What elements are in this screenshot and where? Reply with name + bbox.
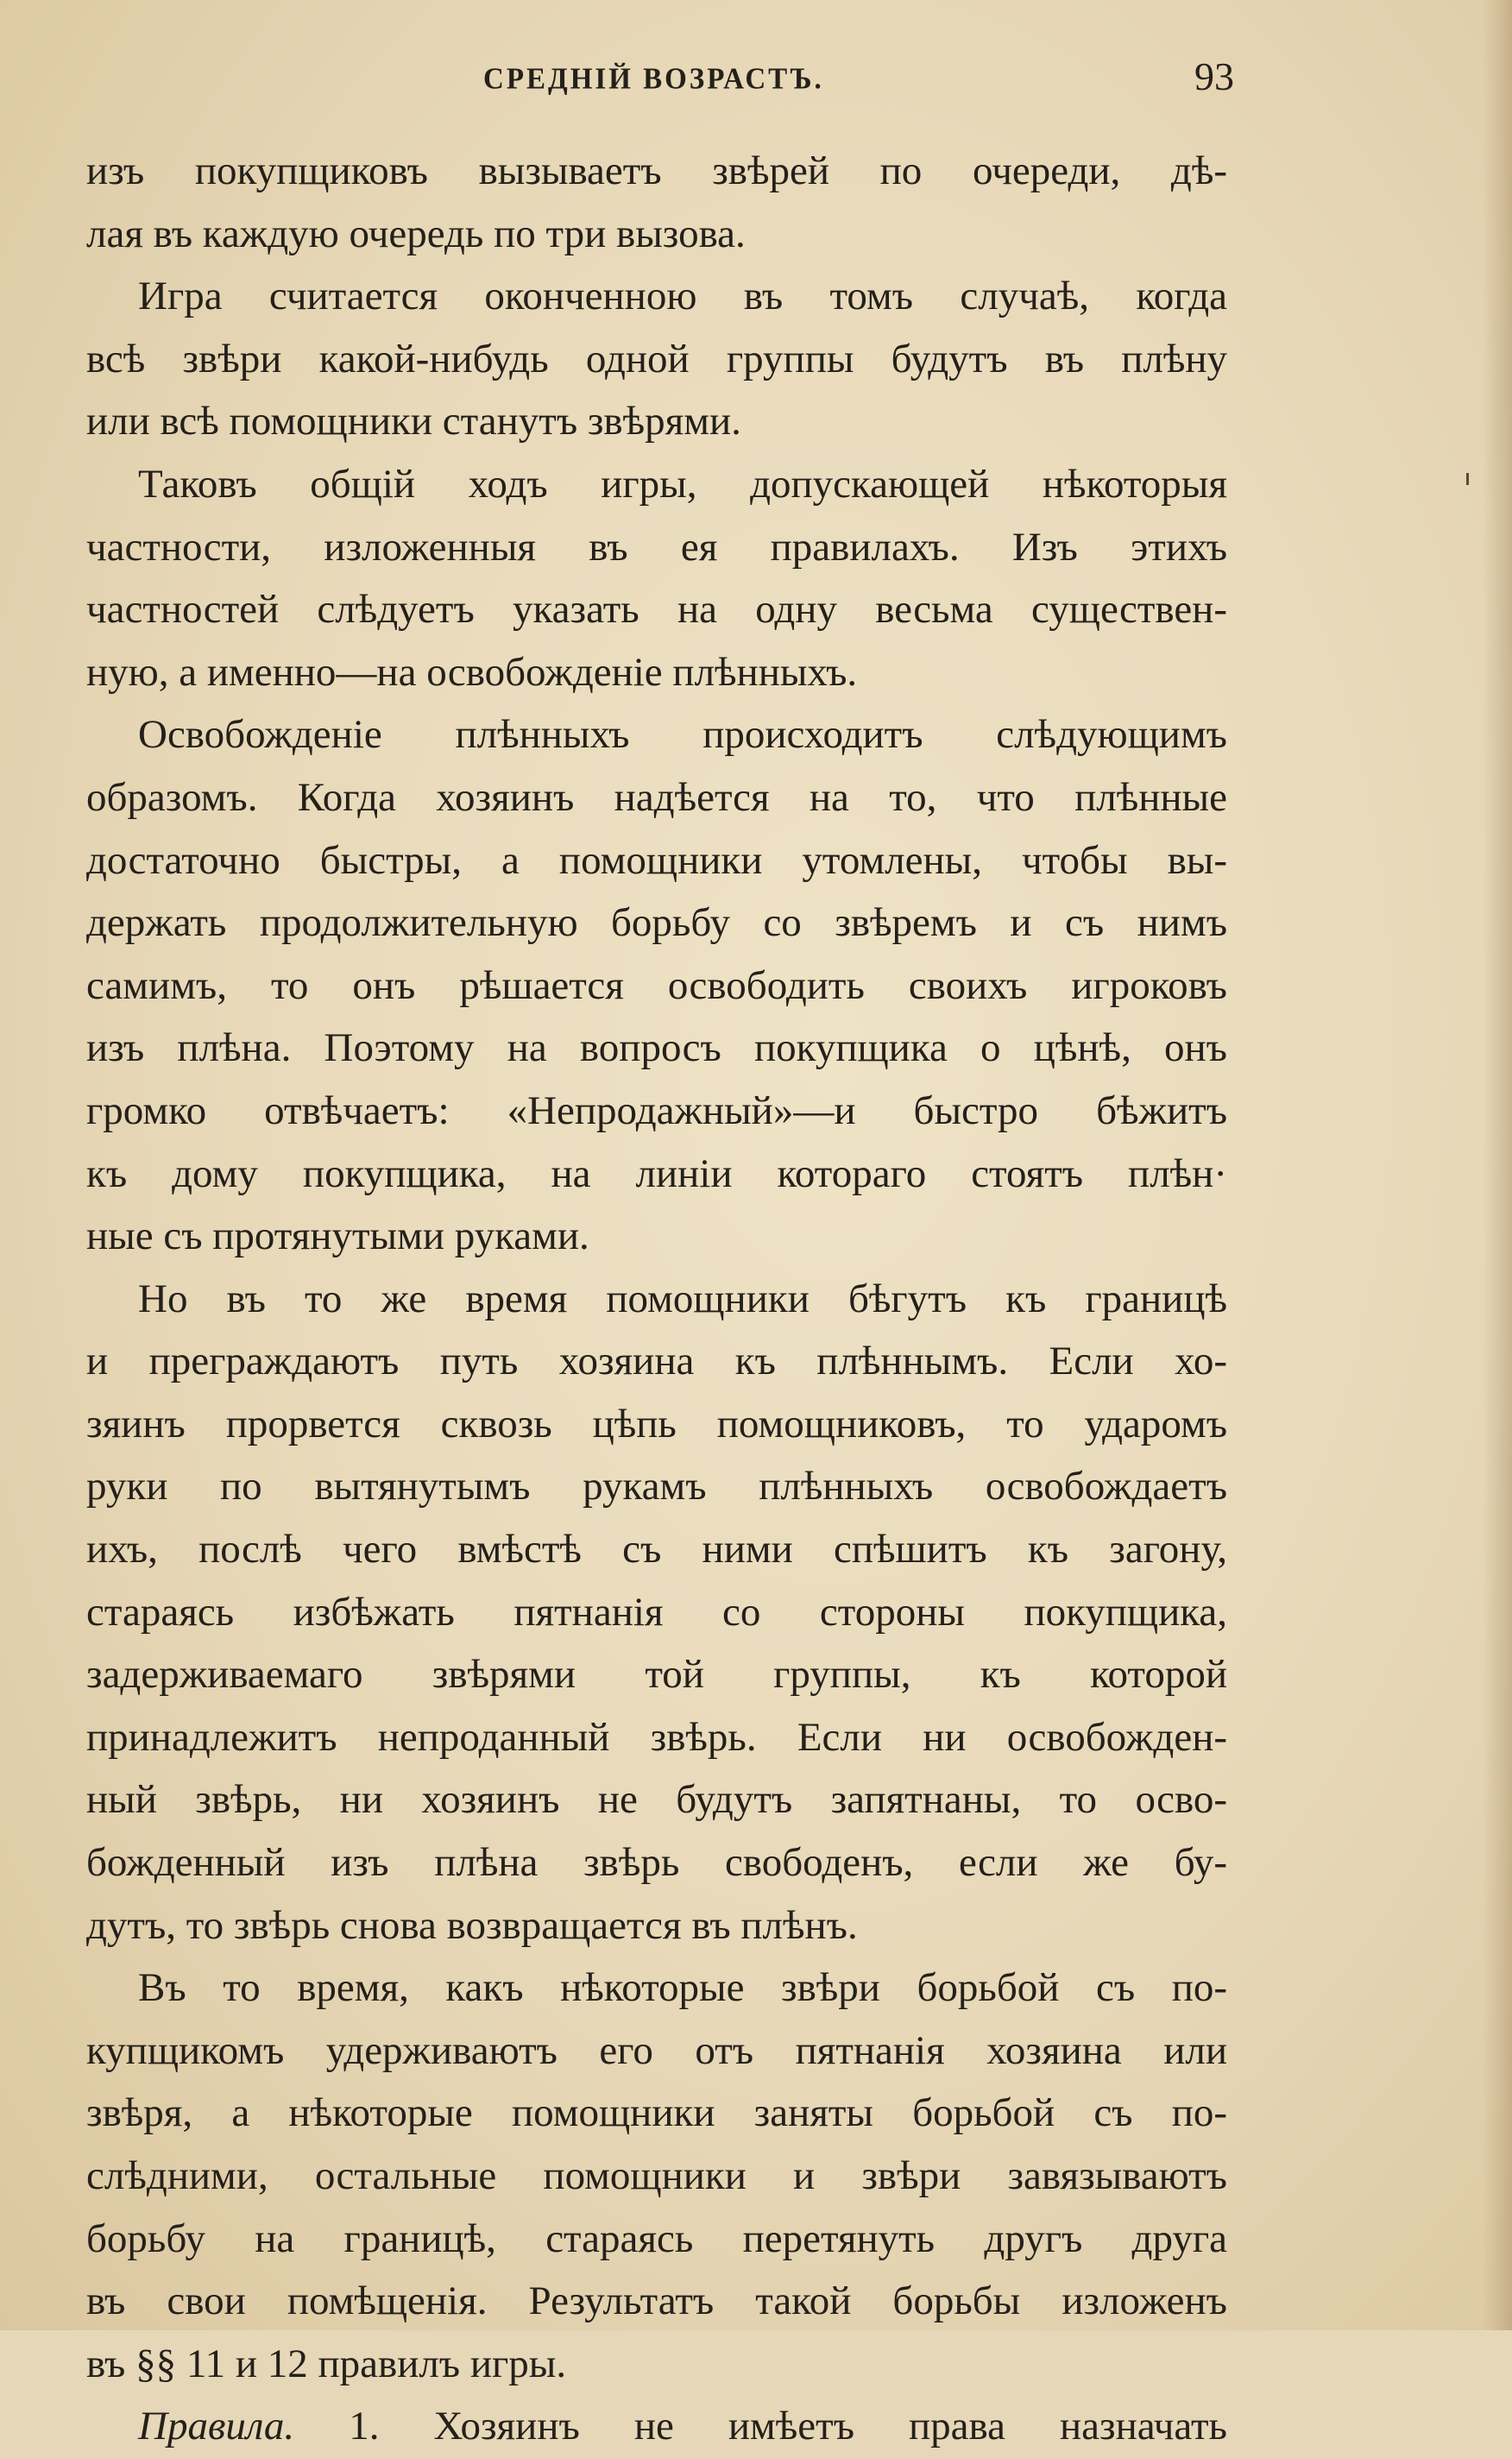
body-text [86,140,1227,2458]
text-line: и преграждаютъ путь хозяина къ плѣннымъ. Если хо- [86,1339,1227,1384]
text-line: руки по вытянутымъ рукамъ плѣнныхъ освобождаетъ [86,1464,1227,1509]
text-line: зяинъ прорвется сквозь цѣпь помощниковъ, то ударомъ [86,1401,1227,1446]
page-header [86,54,1234,114]
text-line: звѣря, а нѣкоторые помощники заняты борьбой съ по- [86,2090,1227,2136]
text-line: ные съ протянутыми руками. [86,1213,589,1259]
rules-text: 1. Хозяинъ не имѣетъ права назначать [294,2404,1227,2449]
text-line: или всѣ помощники станутъ звѣрями. [86,399,741,444]
text-line: въ свои помѣщенія. Результатъ такой борьбы изложенъ [86,2278,1227,2324]
text-line: задерживаемаго звѣрями той группы, къ которой [86,1652,1227,1698]
text-line: принадлежитъ непроданный звѣрь. Если ни освобожден- [86,1714,1227,1760]
text-line: держать продолжительную борьбу со звѣремъ и съ нимъ [86,900,1227,946]
page-number: 93 [1194,54,1234,98]
rules-line [86,2395,1227,2458]
text-line: въ §§ 11 и 12 правилъ игры. [86,2341,567,2386]
text-line: дутъ, то звѣрь снова возвращается въ плѣнъ. [86,1902,858,1948]
text-line: божденный изъ плѣна звѣрь свободенъ, если же бу- [86,1840,1227,1886]
text-line: къ дому покупщика, на линіи котораго стоятъ плѣн· [86,1150,1227,1196]
text-line: самимъ, то онъ рѣшается освободить своихъ игроковъ [86,962,1227,1008]
running-head: СРЕДНІЙ ВОЗРАСТЪ. [483,63,824,96]
text-line: Но въ то же время помощники бѣгутъ къ границѣ [138,1276,1227,1321]
text-line: Таковъ общій ходъ игры, допускающей нѣкоторыя [138,461,1227,507]
text-line: Освобожденіе плѣнныхъ происходитъ слѣдующимъ [138,712,1227,758]
text-line: изъ плѣна. Поэтому на вопросъ покупщика о цѣнѣ, онъ [86,1025,1227,1071]
page-edge-shadow [1483,0,1512,2330]
text-line: Игра считается оконченною въ томъ случаѣ, когда [138,274,1227,319]
text-line: ную, а именно—на освобожденіе плѣнныхъ. [86,649,858,695]
text-line: частности, изложенныя въ ея правилахъ. Изъ этихъ [86,524,1227,570]
rules-label: Правила. [138,2404,295,2449]
text-line: слѣдними, остальные помощники и звѣри завязываютъ [86,2153,1227,2198]
text-line: изъ покупщиковъ вызываетъ звѣрей по очереди, дѣ- [86,148,1227,193]
text-line: образомъ. Когда хозяинъ надѣется на то, что плѣнные [86,774,1227,820]
text-line: стараясь избѣжать пятнанія со стороны покупщика, [86,1589,1227,1635]
text-line: достаточно быстры, а помощники утомлены, чтобы вы- [86,837,1227,883]
text-line: купщикомъ удерживаютъ его отъ пятнанія хозяина или [86,2027,1227,2073]
text-line: лая въ каждую очередь по три вызова. [86,211,746,256]
ink-speck [1466,473,1469,485]
text-line: ный звѣрь, ни хозяинъ не будутъ запятнаны, то осво- [86,1777,1227,1823]
text-line: борьбу на границѣ, стараясь перетянуть другъ друга [86,2215,1227,2261]
text-line: Въ то время, какъ нѣкоторые звѣри борьбой съ по- [138,1965,1227,2011]
text-line: громко отвѣчаетъ: «Непродажный»—и быстро бѣжитъ [86,1087,1227,1133]
text-line: частностей слѣдуетъ указать на одну весьма существен- [86,587,1227,633]
text-line: всѣ звѣри какой-нибудь одной группы будутъ въ плѣну [86,336,1227,381]
text-line: ихъ, послѣ чего вмѣстѣ съ ними спѣшитъ къ загону, [86,1527,1227,1572]
